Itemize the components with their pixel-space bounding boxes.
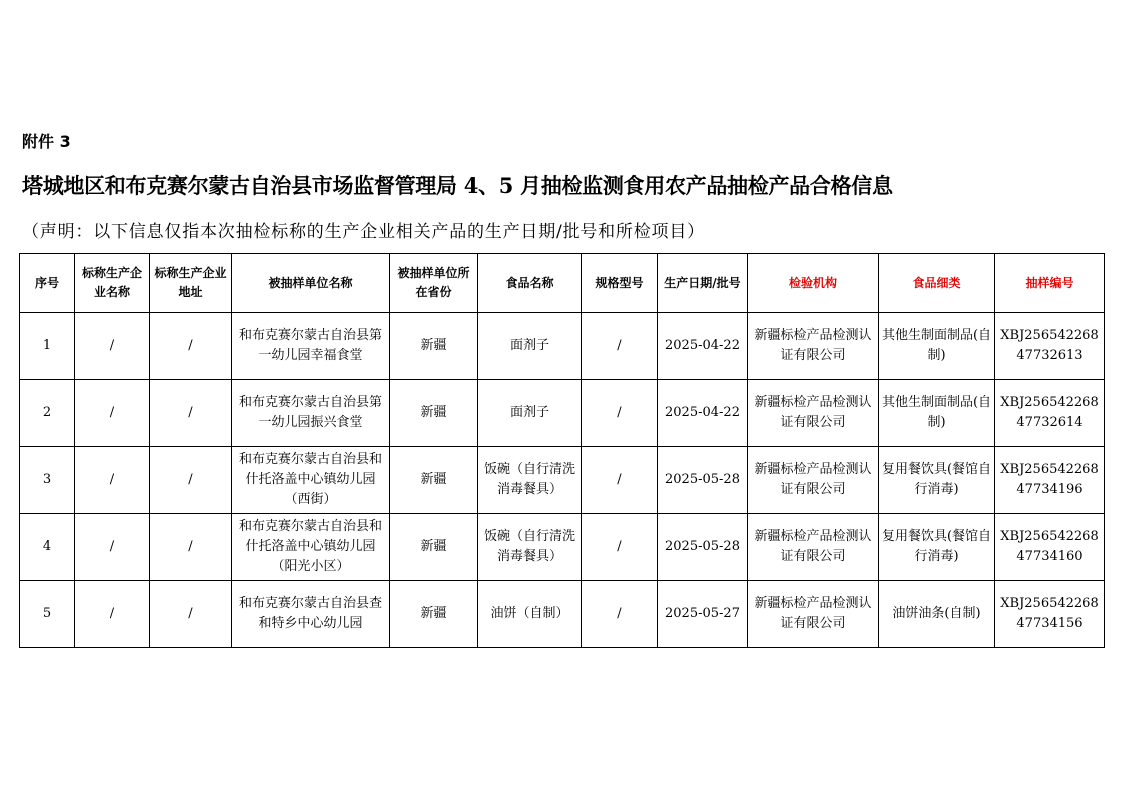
production-date-cell: 2025-05-27 — [658, 581, 748, 648]
province-cell: 新疆 — [390, 380, 478, 447]
manufacturer-name-cell: / — [75, 447, 150, 514]
sample-number-cell: XBJ25654226847732614 — [995, 380, 1105, 447]
production-date-cell: 2025-04-22 — [658, 380, 748, 447]
column-header: 标称生产企业地址 — [150, 254, 232, 313]
food-category-cell: 复用餐饮具(餐馆自行消毒) — [879, 447, 995, 514]
sampled-unit-cell: 和布克赛尔蒙古自治县查和特乡中心幼儿园 — [232, 581, 390, 648]
province-cell: 新疆 — [390, 514, 478, 581]
table-row — [20, 313, 1105, 380]
inspection-lab-cell: 新疆标检产品检测认证有限公司 — [748, 313, 879, 380]
manufacturer-address-cell: / — [150, 581, 232, 648]
production-date-cell: 2025-04-22 — [658, 313, 748, 380]
manufacturer-name-cell: / — [75, 581, 150, 648]
manufacturer-address-cell: / — [150, 380, 232, 447]
column-header-accent: 抽样编号 — [995, 254, 1105, 313]
row-number: 5 — [20, 581, 75, 648]
manufacturer-address-cell: / — [150, 313, 232, 380]
spec-cell: / — [582, 514, 658, 581]
column-header: 生产日期/批号 — [658, 254, 748, 313]
row-number: 2 — [20, 380, 75, 447]
food-category-cell: 其他生制面制品(自制) — [879, 313, 995, 380]
manufacturer-name-cell: / — [75, 313, 150, 380]
column-header: 标称生产企业名称 — [75, 254, 150, 313]
column-header-accent: 食品细类 — [879, 254, 995, 313]
table-row — [20, 581, 1105, 648]
sampled-unit-cell: 和布克赛尔蒙古自治县第一幼儿园振兴食堂 — [232, 380, 390, 447]
spec-cell: / — [582, 581, 658, 648]
production-date-cell: 2025-05-28 — [658, 447, 748, 514]
inspection-lab-cell: 新疆标检产品检测认证有限公司 — [748, 514, 879, 581]
spec-cell: / — [582, 313, 658, 380]
province-cell: 新疆 — [390, 581, 478, 648]
manufacturer-address-cell: / — [150, 514, 232, 581]
column-header: 食品名称 — [478, 254, 582, 313]
sampled-unit-cell: 和布克赛尔蒙古自治县第一幼儿园幸福食堂 — [232, 313, 390, 380]
manufacturer-address-cell: / — [150, 447, 232, 514]
table-header-row — [20, 254, 1105, 313]
table-row — [20, 514, 1105, 581]
table-row — [20, 380, 1105, 447]
sample-number-cell: XBJ25654226847734156 — [995, 581, 1105, 648]
inspection-lab-cell: 新疆标检产品检测认证有限公司 — [748, 581, 879, 648]
column-header: 被抽样单位名称 — [232, 254, 390, 313]
food-category-cell: 复用餐饮具(餐馆自行消毒) — [879, 514, 995, 581]
column-header-accent: 检验机构 — [748, 254, 879, 313]
food-name-cell: 饭碗（自行清洗消毒餐具） — [478, 514, 582, 581]
province-cell: 新疆 — [390, 447, 478, 514]
attachment-label: 附件 3 — [22, 132, 71, 151]
food-name-cell: 面剂子 — [478, 380, 582, 447]
production-date-cell: 2025-05-28 — [658, 514, 748, 581]
sample-number-cell: XBJ25654226847732613 — [995, 313, 1105, 380]
spec-cell: / — [582, 447, 658, 514]
column-header: 被抽样单位所在省份 — [390, 254, 478, 313]
sampled-unit-cell: 和布克赛尔蒙古自治县和什托洛盖中心镇幼儿园（西街） — [232, 447, 390, 514]
disclaimer-statement: （声明：以下信息仅指本次抽检标称的生产企业相关产品的生产日期/批号和所检项目） — [22, 222, 705, 242]
inspection-lab-cell: 新疆标检产品检测认证有限公司 — [748, 380, 879, 447]
document-title: 塔城地区和布克赛尔蒙古自治县市场监督管理局 4、5 月抽检监测食用农产品抽检产品合格信息 — [22, 173, 893, 198]
spec-cell: / — [582, 380, 658, 447]
sample-number-cell: XBJ25654226847734160 — [995, 514, 1105, 581]
column-header: 序号 — [20, 254, 75, 313]
row-number: 3 — [20, 447, 75, 514]
manufacturer-name-cell: / — [75, 514, 150, 581]
manufacturer-name-cell: / — [75, 380, 150, 447]
row-number: 1 — [20, 313, 75, 380]
inspection-lab-cell: 新疆标检产品检测认证有限公司 — [748, 447, 879, 514]
food-name-cell: 面剂子 — [478, 313, 582, 380]
table-row — [20, 447, 1105, 514]
province-cell: 新疆 — [390, 313, 478, 380]
food-name-cell: 油饼（自制） — [478, 581, 582, 648]
food-category-cell: 其他生制面制品(自制) — [879, 380, 995, 447]
row-number: 4 — [20, 514, 75, 581]
food-name-cell: 饭碗（自行清洗消毒餐具） — [478, 447, 582, 514]
sampled-unit-cell: 和布克赛尔蒙古自治县和什托洛盖中心镇幼儿园（阳光小区） — [232, 514, 390, 581]
sample-number-cell: XBJ25654226847734196 — [995, 447, 1105, 514]
inspection-results-table — [19, 253, 1105, 648]
column-header: 规格型号 — [582, 254, 658, 313]
food-category-cell: 油饼油条(自制) — [879, 581, 995, 648]
